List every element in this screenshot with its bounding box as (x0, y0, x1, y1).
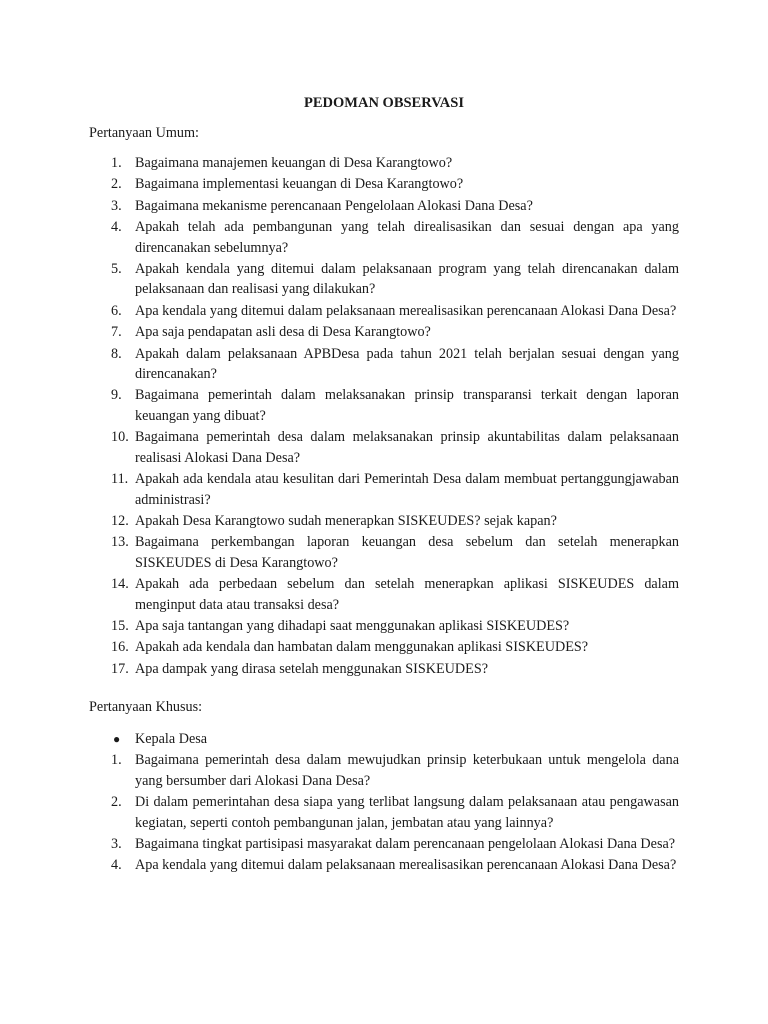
list-item: 5. Apakah kendala yang ditemui dalam pelaksanaan program yang telah direncanakan dalam pelaksanaan dan realisasi yang dilakukan? (111, 261, 679, 298)
list-item: 11. Apakah ada kendala atau kesulitan dari Pemerintah Desa dalam membuat pertanggungjawaban administrasi? (111, 471, 679, 508)
list-item: 16. Apakah ada kendala dan hambatan dalam menggunakan aplikasi SISKEUDES? (111, 639, 589, 656)
list-item: 3. Bagaimana tingkat partisipasi masyarakat dalam perencanaan pengelolaan Alokasi Dana Desa? (111, 836, 676, 853)
general-section-label: Pertanyaan Umum: (89, 125, 199, 141)
list-item: 17. Apa dampak yang dirasa setelah menggunakan SISKEUDES? (111, 660, 489, 677)
list-item: 1. Bagaimana pemerintah desa dalam mewujudkan prinsip keterbukaan untuk mengelola dana yang bersumber dari Alokasi Dana Desa? (111, 752, 679, 789)
list-item: 12. Apakah Desa Karangtowo sudah menerapkan SISKEUDES? sejak kapan? (111, 512, 557, 529)
specific-section-label: Pertanyaan Khusus: (89, 699, 203, 715)
list-item: 4. Apa kendala yang ditemui dalam pelaksanaan merealisasikan perencanaan Alokasi Dana Desa? (111, 857, 677, 874)
list-item: 4. Apakah telah ada pembangunan yang telah direalisasikan dan sesuai dengan apa yang direncanakan sebelumnya? (111, 219, 679, 256)
list-item: 14. Apakah ada perbedaan sebelum dan setelah menerapkan aplikasi SISKEUDES dalam menginput data atau transaksi desa? (111, 576, 679, 613)
list-item: 6. Apa kendala yang ditemui dalam pelaksanaan merealisasikan perencanaan Alokasi Dana Desa? (111, 302, 677, 319)
list-item: 15. Apa saja tantangan yang dihadapi saat menggunakan aplikasi SISKEUDES? (111, 617, 570, 634)
list-item: 13. Bagaimana perkembangan laporan keuangan desa sebelum dan setelah menerapkan SISKEUDES di Desa Karangtowo? (111, 534, 679, 571)
general-question-list (89, 153, 679, 680)
list-item: 10. Bagaimana pemerintah desa dalam melaksanakan prinsip akuntabilitas dalam pelaksanaan realisasi Alokasi Dana Desa? (111, 429, 679, 466)
role-bullet: ● Kepala Desa (89, 729, 679, 749)
list-item: 1. Bagaimana manajemen keuangan di Desa Karangtowo? (111, 155, 453, 171)
list-item: 2. Di dalam pemerintahan desa siapa yang terlibat langsung dalam pelaksanaan atau pengawasan kegiatan, seperti contoh pembangunan jalan, jembatan atau yang lainnya? (111, 794, 679, 831)
list-item: 2. Bagaimana implementasi keuangan di Desa Karangtowo? (111, 176, 464, 193)
list-item: 3. Bagaimana mekanisme perencanaan Pengelolaan Alokasi Dana Desa? (111, 197, 533, 214)
list-item: 9. Bagaimana pemerintah dalam melaksanakan prinsip transparansi terkait dengan laporan keuangan yang dibuat? (111, 387, 679, 424)
specific-question-list (89, 729, 679, 877)
list-item: 8. Apakah dalam pelaksanaan APBDesa pada tahun 2021 telah berjalan sesuai dengan yang direncanakan? (111, 345, 679, 383)
list-item: 7. Apa saja pendapatan asli desa di Desa Karangtowo? (111, 324, 431, 341)
page-title: PEDOMAN OBSERVASI (304, 95, 464, 111)
bullet-icon: ● (113, 732, 121, 746)
